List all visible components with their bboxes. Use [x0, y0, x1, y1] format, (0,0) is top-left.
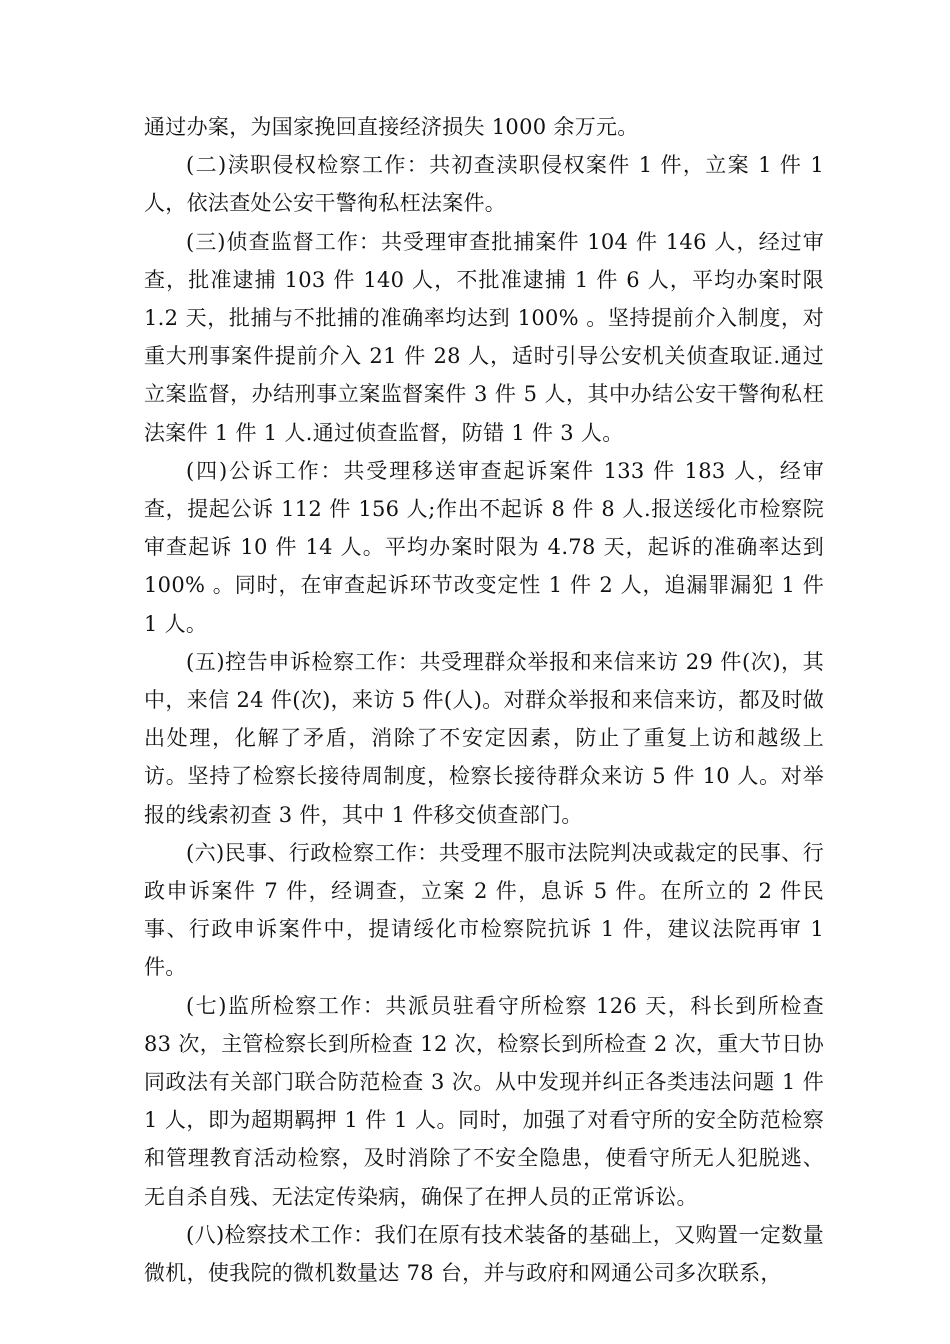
paragraph-investigation-supervision: (三)侦查监督工作：共受理审查批捕案件 104 件 146 人，经过审查，批准逮捕 103 件 140 人，不批准逮捕 1 件 6 人，平均办案时限 1.2 天，批捕与不批捕的准确率均达到 100% 。坚持提前介入制度，对重大刑事案件提前介入 21 件 28 人，适时引导公安机关侦查取证.通过立案监督，办结刑事立案监督案件 3 件 5 人，其中办结公安干警徇私枉法案件 1 件 1 人.通过侦查监督，防错 1 件 3 人。: [144, 229, 824, 445]
paragraph-continuation: 通过办案，为国家挽回直接经济损失 1000 余万元。: [144, 115, 639, 139]
paragraph-technical-work: (八)检察技术工作：我们在原有技术装备的基础上，又购置一定数量微机，使我院的微机数量达 78 台，并与政府和网通公司多次联系，: [144, 1222, 824, 1286]
paragraph-detention-inspection: (七)监所检察工作：共派员驻看守所检察 126 天，科长到所检查 83 次，主管检察长到所检查 12 次，检察长到所检查 2 次，重大节日协同政法有关部门联合防范检查 3 次。从中发现并纠正各类违法问题 1 件 1 人，即为超期羁押 1 件 1 人。同时，加强了对看守所的安全防范检察和管理教育活动检察，及时消除了不安全隐患，使看守所无人犯脱逃、无自杀自残、无法定传染病，确保了在押人员的正常诉讼。: [144, 993, 824, 1209]
paragraph-dereliction-duty: (二)渎职侵权检察工作：共初查渎职侵权案件 1 件，立案 1 件 1 人，依法查处公安干警徇私枉法案件。: [144, 153, 824, 216]
paragraph-civil-administrative: (六)民事、行政检察工作：共受理不服市法院判决或裁定的民事、行政申诉案件 7 件，经调查，立案 2 件，息诉 5 件。在所立的 2 件民事、行政申诉案件中，提请绥化市检察院抗诉 1 件，建议法院再审 1 件。: [144, 840, 824, 980]
paragraph-complaints-appeals: (五)控告申诉检察工作：共受理群众举报和来信来访 29 件(次)，其中，来信 24 件(次)，来访 5 件(人)。对群众举报和来信来访，都及时做出处理，化解了矛盾，消除了不安定因素，防止了重复上访和越级上访。坚持了检察长接待周制度，检察长接待群众来访 5 件 10 人。对举报的线索初查 3 件，其中 1 件移交侦查部门。: [144, 649, 824, 827]
paragraph-public-prosecution: (四)公诉工作：共受理移送审查起诉案件 133 件 183 人，经审查，提起公诉 112 件 156 人;作出不起诉 8 件 8 人.报送绥化市检察院审查起诉 10 件 14 人。平均办案时限为 4.78 天，起诉的准确率达到 100% 。同时，在审查起诉环节改变定性 1 件 2 人，追漏罪漏犯 1 件 1 人。: [144, 458, 824, 636]
document-body: [144, 108, 824, 1292]
